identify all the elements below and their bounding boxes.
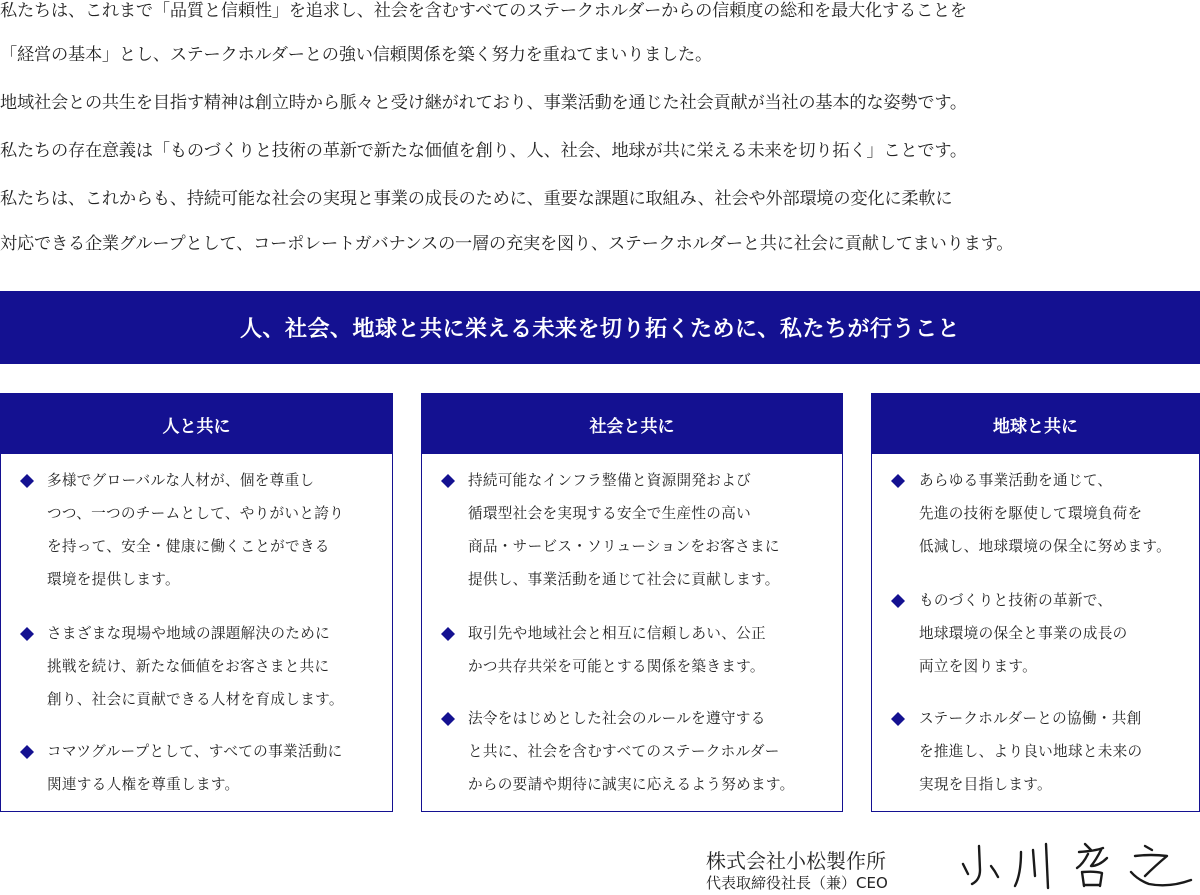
item-line: コマツグループとして、すべての事業活動に <box>47 743 343 760</box>
diamond-bullet-icon <box>891 594 905 608</box>
item-line: 取引先や地域社会と相互に信頼しあい、公正 <box>468 625 766 642</box>
card-title: 人と共に <box>162 416 231 437</box>
intro-line: 私たちの存在意義は「ものづくりと技術の革新で新たな価値を創り、人、社会、地球が共に栄える未来を切り拓く」ことです。 <box>0 141 967 161</box>
item-line: 提供し、事業活動を通じて社会に貢献します。 <box>468 571 780 588</box>
diamond-bullet-icon <box>891 712 905 726</box>
item-line: かつ共存共栄を可能とする関係を築きます。 <box>468 658 765 675</box>
item-line: と共に、社会を含むすべてのステークホルダー <box>468 743 780 760</box>
diamond-bullet-icon <box>20 745 34 759</box>
intro-line: 私たちは、これからも、持続可能な社会の実現と事業の成長のために、重要な課題に取組み、社会や外部環境の変化に柔軟に <box>0 189 953 209</box>
card-earth <box>871 393 1200 812</box>
item-line: 商品・サービス・ソリューションをお客さまに <box>468 538 780 555</box>
item-line: 先進の技術を駆使して環境負荷を <box>919 505 1143 522</box>
item-line: 両立を図ります。 <box>919 658 1037 675</box>
diamond-bullet-icon <box>441 627 455 641</box>
signer-title: 代表取締役社長（兼）CEO <box>706 874 888 892</box>
card-header <box>872 394 1199 454</box>
item-line: 循環型社会を実現する安全で生産性の高い <box>468 505 751 522</box>
item-line: 法令をはじめとした社会のルールを遵守する <box>468 710 766 727</box>
item-line: ステークホルダーとの協働・共創 <box>919 710 1142 727</box>
item-line: 低減し、地球環境の保全に努めます。 <box>919 538 1172 555</box>
item-line: 創り、社会に貢献できる人材を育成します。 <box>47 691 344 708</box>
item-line: 持続可能なインフラ整備と資源開発および <box>468 472 751 489</box>
card-header <box>1 394 392 454</box>
card-header <box>422 394 842 454</box>
item-line: を持って、安全・健康に働くことができる <box>47 538 330 555</box>
commitment-banner <box>0 291 1200 364</box>
card-title: 社会と共に <box>589 416 675 437</box>
banner-title: 人、社会、地球と共に栄える未来を切り拓くために、私たちが行うこと <box>239 317 960 342</box>
item-line: つつ、一つのチームとして、やりがいと誇り <box>47 505 345 522</box>
item-line: 挑戦を続け、新たな価値をお客さまと共に <box>47 658 330 675</box>
card-society <box>421 393 843 812</box>
diamond-bullet-icon <box>441 712 455 726</box>
intro-line: 「経営の基本」とし、ステークホルダーとの強い信頼関係を築く努力を重ねてまいりました。 <box>0 45 713 65</box>
item-line: 地球環境の保全と事業の成長の <box>919 625 1128 642</box>
intro-line: 地域社会との共生を目指す精神は創立時から脈々と受け継がれており、事業活動を通じた社会貢献が当社の基本的な姿勢です。 <box>0 93 967 113</box>
intro-line: 私たちは、これまで「品質と信頼性」を追求し、社会を含むすべてのステークホルダーからの信頼度の総和を最大化することを <box>0 1 967 21</box>
item-line: さまざまな現場や地域の課題解決のために <box>47 625 330 642</box>
card-people <box>0 393 393 812</box>
item-line: 関連する人権を尊重します。 <box>47 776 240 793</box>
company-name: 株式会社小松製作所 <box>706 849 886 873</box>
handwritten-signature <box>955 840 1195 892</box>
item-line: 環境を提供します。 <box>47 571 180 588</box>
diamond-bullet-icon <box>891 474 905 488</box>
item-line: ものづくりと技術の革新で、 <box>919 592 1113 609</box>
item-line: 多様でグローバルな人材が、個を尊重し <box>47 472 315 489</box>
intro-line: 対応できる企業グループとして、コーポレートガバナンスの一層の充実を図り、ステークホルダーと共に社会に貢献してまいります。 <box>0 234 1014 254</box>
item-line: あらゆる事業活動を通じて、 <box>919 472 1113 489</box>
card-title: 地球と共に <box>993 416 1078 437</box>
diamond-bullet-icon <box>20 474 34 488</box>
item-line: を推進し、より良い地球と未来の <box>919 743 1143 760</box>
diamond-bullet-icon <box>20 627 34 641</box>
item-line: 実現を目指します。 <box>919 776 1052 793</box>
item-line: からの要請や期待に誠実に応えるよう努めます。 <box>468 776 795 793</box>
diamond-bullet-icon <box>441 474 455 488</box>
